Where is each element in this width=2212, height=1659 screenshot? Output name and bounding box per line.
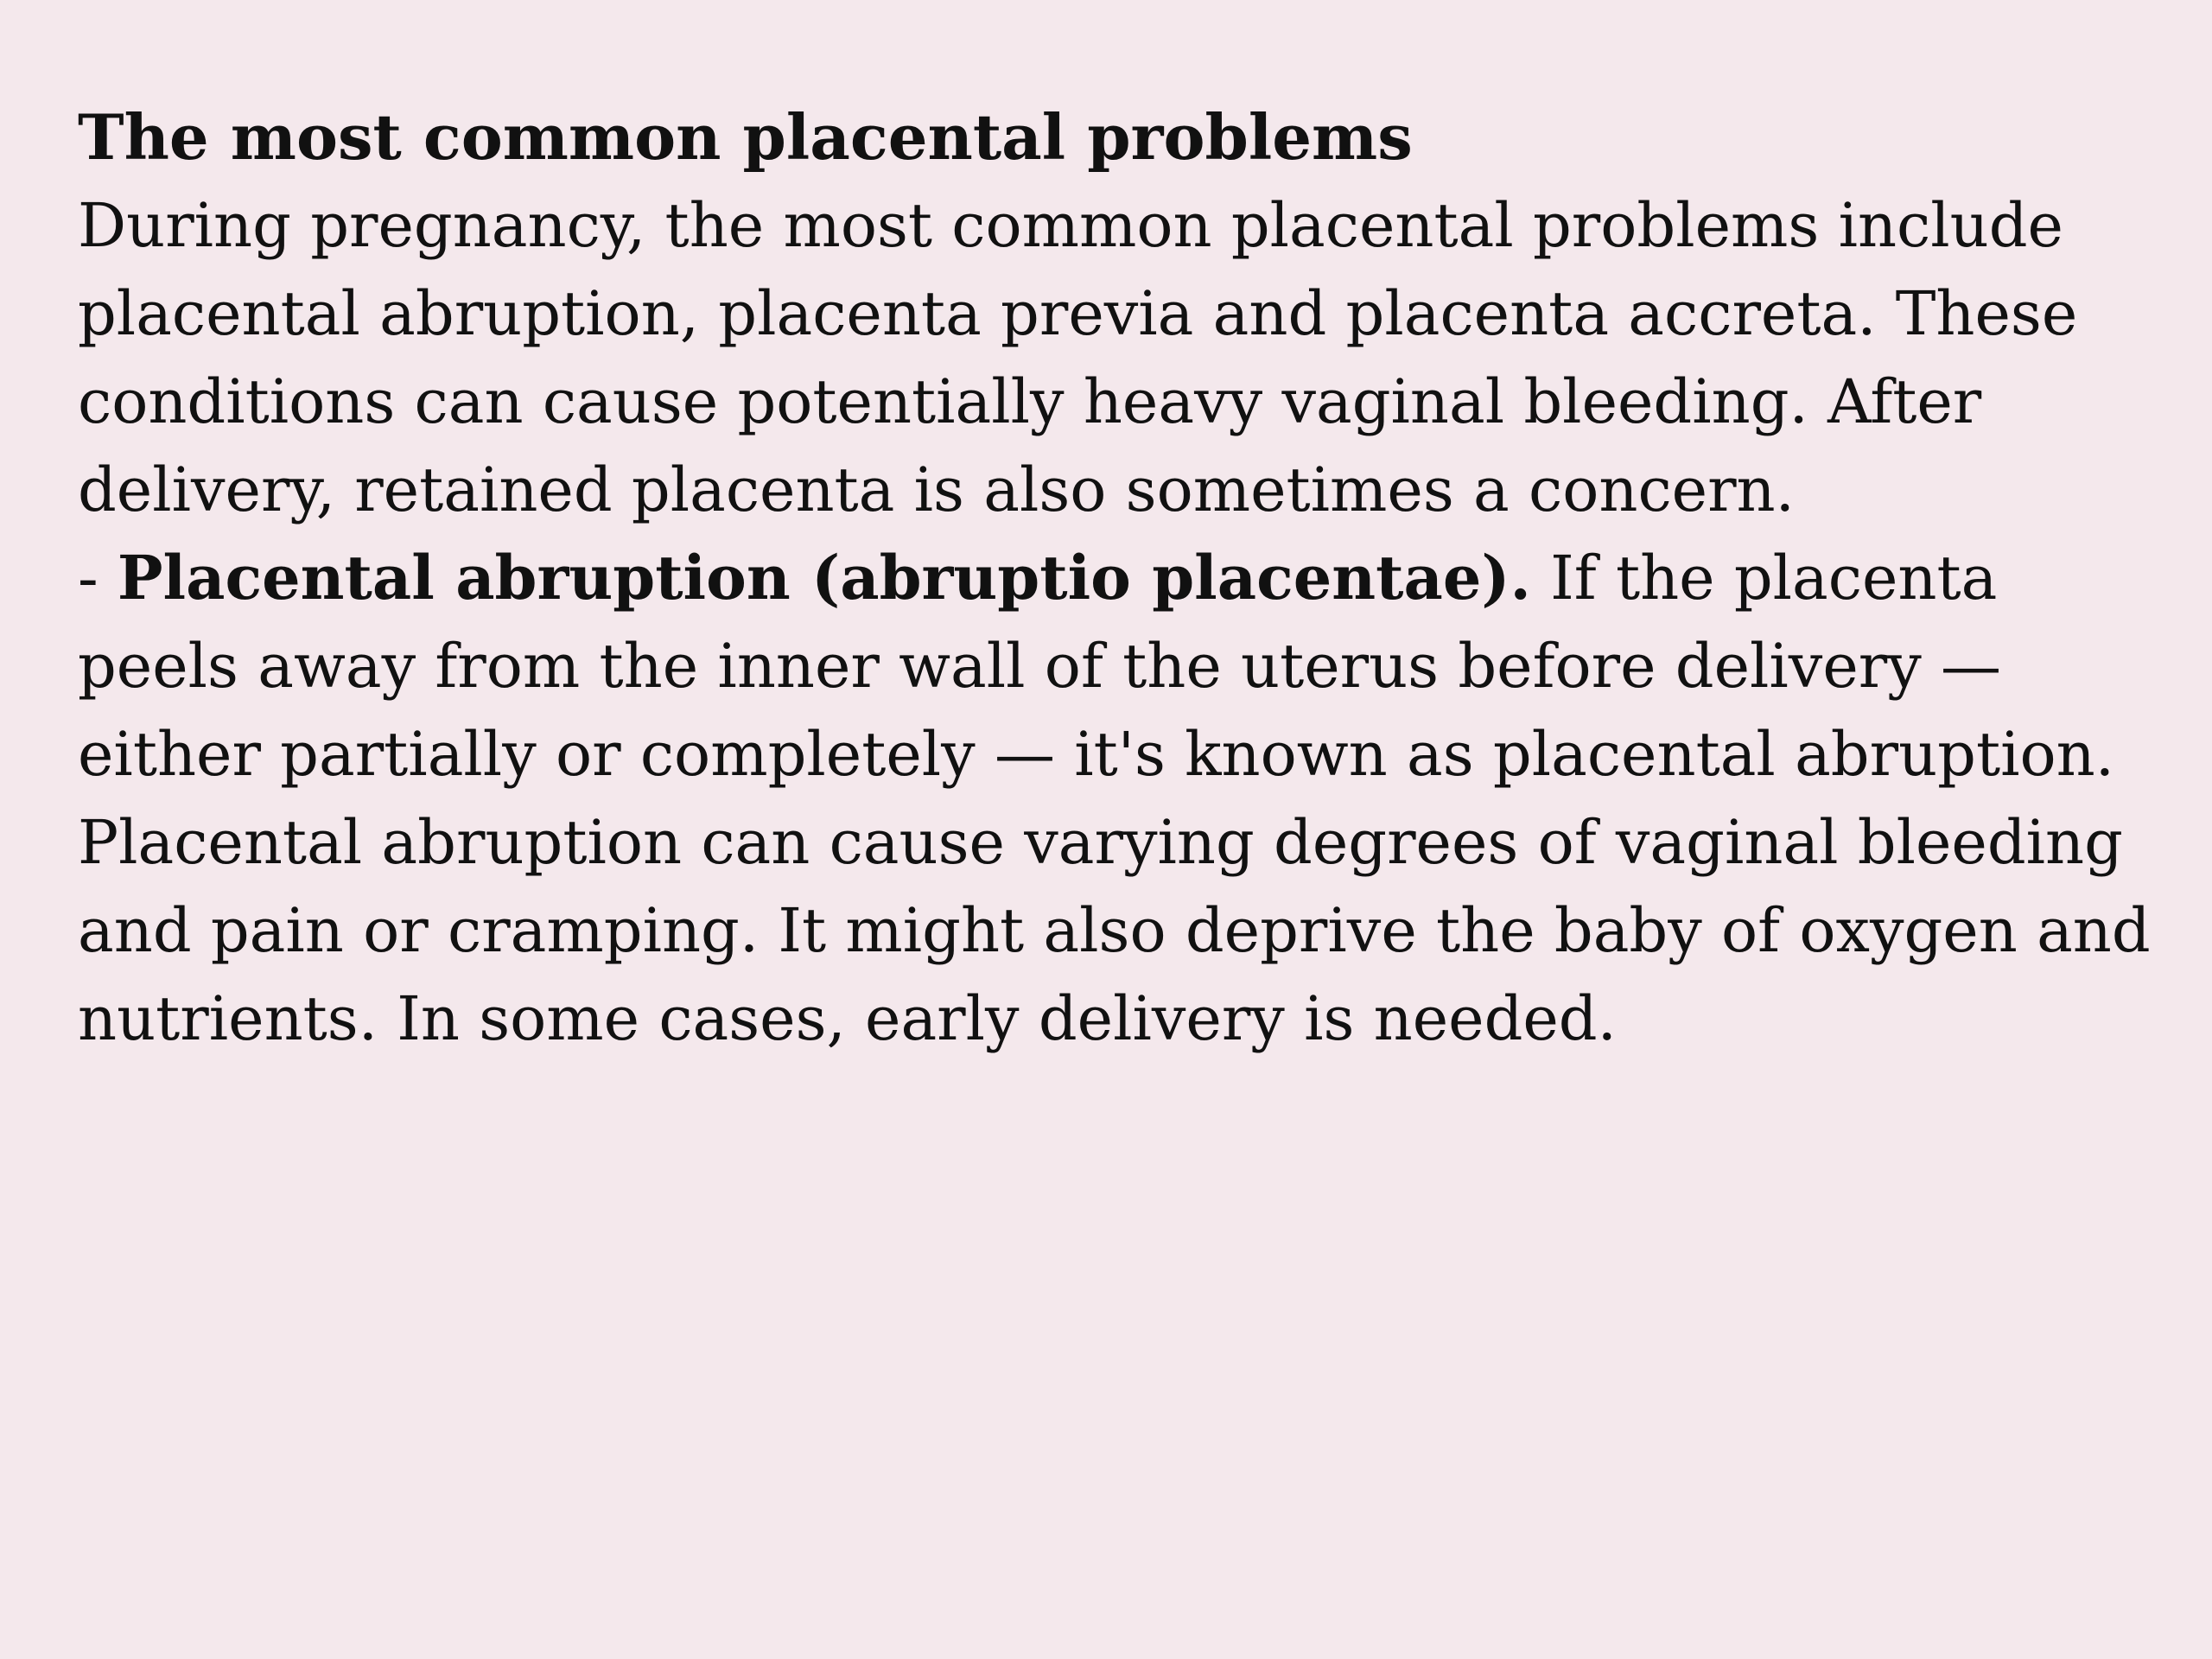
bullet-marker: - — [78, 543, 118, 613]
bullet-term: Placental abruption (abruptio placentae). — [117, 542, 1531, 613]
bullet-text: If the placenta peels away from the inner wall of the uterus before delivery — either partially or completely — it's known as placental abruption. Placental abruption can cause varying degrees of vaginal bleeding and pain or cramping. It might also deprive the baby of oxygen and nutrients. In some cases, early delivery is needed. — [78, 543, 2151, 1054]
intro-paragraph: During pregnancy, the most common placental problems include placental abruption, placenta previa and placenta accreta. These conditions can cause potentially heavy vaginal bleeding. After delivery, retained placenta is also sometimes a concern. — [78, 190, 2078, 525]
bullet-item-placental-abruption — [78, 534, 2152, 1063]
slide-heading: The most common placental problems — [78, 100, 1413, 174]
slide-content — [78, 93, 2152, 1063]
